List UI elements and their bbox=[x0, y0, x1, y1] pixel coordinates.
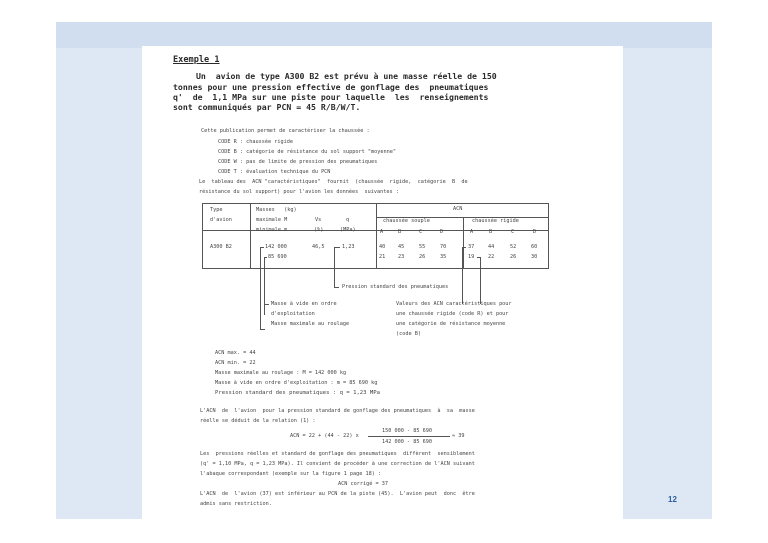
th-souple: chaussée souple bbox=[383, 218, 430, 224]
example-title: Exemple 1 bbox=[173, 55, 220, 65]
th-vs-unit: (%) bbox=[314, 227, 324, 233]
td-souple-min-b: 23 bbox=[398, 254, 405, 260]
td-souple-max-d: 70 bbox=[440, 244, 447, 250]
th-letter-b1: B bbox=[398, 229, 402, 235]
td-souple-min-d: 35 bbox=[440, 254, 447, 260]
value-acn-max: ACN max. = 44 bbox=[215, 350, 256, 356]
th-type-1: Type bbox=[210, 207, 223, 213]
conclusion-line-1: Les pressions réelles et standard de gonflage des pneumatiques diffèrent sensiblement bbox=[200, 451, 475, 457]
td-rigide-min-c: 26 bbox=[510, 254, 517, 260]
td-souple-max-a: 40 bbox=[379, 244, 386, 250]
td-rigide-max-b: 44 bbox=[488, 244, 495, 250]
th-letter-c1: C bbox=[419, 229, 423, 235]
code-t: CODE T : évaluation technique du PCN bbox=[218, 169, 331, 175]
formula-lhs: ACN = 22 + (44 - 22) x bbox=[290, 433, 359, 439]
td-souple-min-a: 21 bbox=[379, 254, 386, 260]
td-mass-max: 142 000 bbox=[265, 244, 287, 250]
relation-line-1: L'ACN de l'avion pour la pression standard de gonflage des pneumatiques à sa masse bbox=[200, 408, 475, 414]
th-acn: ACN bbox=[453, 206, 463, 212]
td-rigide-min-d: 30 bbox=[531, 254, 538, 260]
td-type: A300 B2 bbox=[210, 244, 232, 250]
code-r: CODE R : chaussée rigide bbox=[218, 139, 293, 145]
th-letter-a2: A bbox=[470, 229, 474, 235]
th-mass-max: maximale M bbox=[256, 217, 288, 223]
formula-result: ≈ 39 bbox=[452, 433, 465, 439]
td-souple-max-c: 55 bbox=[419, 244, 426, 250]
conclusion-line-3: l'abaque correspondant (exemple sur la figure 1 page 18) : bbox=[200, 471, 382, 477]
annotation-valeurs-3: une catégorie de résistance moyenne bbox=[396, 321, 506, 327]
td-vs: 46,5 bbox=[312, 244, 325, 250]
td-rigide-max-a: 37 bbox=[468, 244, 475, 250]
code-b: CODE B : catégorie de résistance du sol support "moyenne" bbox=[218, 149, 397, 155]
intro-line-2: tonnes pour une pression effective de gonflage des pneumatiques bbox=[173, 82, 489, 92]
td-souple-max-b: 45 bbox=[398, 244, 405, 250]
acn-corrected: ACN corrigé = 37 bbox=[338, 481, 388, 487]
th-letter-d1: D bbox=[440, 229, 444, 235]
annotation-masse-vide-2: d'exploitation bbox=[271, 311, 315, 317]
code-w: CODE W : pas de limite de pression des pneumatiques bbox=[218, 159, 378, 165]
th-rigide: chaussée rigide bbox=[472, 218, 519, 224]
th-q-unit: (MPa) bbox=[340, 227, 356, 233]
value-pression: Pression standard des pneumatiques : q = 1,23 MPa bbox=[215, 390, 381, 396]
th-masses: Masses (kg) bbox=[256, 207, 297, 213]
td-rigide-min-b: 22 bbox=[488, 254, 495, 260]
annotation-masse-vide-1: Masse à vide en ordre bbox=[271, 301, 337, 307]
formula-denominator: 142 000 - 85 690 bbox=[382, 439, 432, 445]
value-acn-min: ACN min. = 22 bbox=[215, 360, 256, 366]
intro-line-4: sont communiqués par PCN = 45 R/B/W/T. bbox=[173, 102, 361, 112]
conclusion-line-2: (q' = 1,10 MPa, q = 1,23 MPa). Il convient de procéder à une correction de l'ACN suivant bbox=[200, 461, 475, 467]
slide-header-band bbox=[56, 22, 712, 48]
th-letter-c2: C bbox=[511, 229, 515, 235]
publication-lead: Cette publication permet de caractériser la chaussée : bbox=[201, 128, 370, 134]
annotation-valeurs-1: Valeurs des ACN caractéristiques pour bbox=[396, 301, 512, 307]
th-q: q bbox=[346, 217, 350, 223]
relation-line-2: réelle se déduit de la relation (1) : bbox=[200, 418, 316, 424]
final-line-2: admis sans restriction. bbox=[200, 501, 272, 507]
intro-line-3: q' de 1,1 MPa sur une piste pour laquelle les renseignements bbox=[173, 92, 489, 102]
final-line-1: L'ACN de l'avion (37) est inférieur au PCN de la piste (45). L'avion peut donc être bbox=[200, 491, 475, 497]
td-souple-min-c: 26 bbox=[419, 254, 426, 260]
td-q: 1,23 bbox=[342, 244, 355, 250]
td-rigide-min-a: 19 bbox=[468, 254, 475, 260]
th-letter-b2: B bbox=[489, 229, 493, 235]
value-mass-min: Masse à vide en ordre d'exploitation : m = 85 690 kg bbox=[215, 380, 378, 386]
annotation-pression: Pression standard des pneumatiques bbox=[342, 284, 449, 290]
intro-line-1: Un avion de type A300 B2 est prévu à une masse réelle de 150 bbox=[196, 71, 497, 81]
th-letter-a1: A bbox=[380, 229, 384, 235]
td-rigide-max-d: 60 bbox=[531, 244, 538, 250]
td-rigide-max-c: 52 bbox=[510, 244, 517, 250]
annotation-valeurs-4: (code B) bbox=[396, 331, 421, 337]
table-intro-1: Le tableau des ACN "caractéristiques" fournit (chaussée rigide, catégorie B de bbox=[199, 179, 468, 185]
table-intro-2: résistance du sol support) pour l'avion les données suivantes : bbox=[199, 189, 399, 195]
annotation-masse-max: Masse maximale au roulage bbox=[271, 321, 350, 327]
th-type-2: d'avion bbox=[210, 217, 232, 223]
th-mass-min: minimale m bbox=[256, 227, 288, 233]
document-page bbox=[142, 46, 623, 520]
th-letter-d2: D bbox=[533, 229, 537, 235]
annotation-valeurs-2: une chaussée rigide (code R) et pour bbox=[396, 311, 509, 317]
page-number: 12 bbox=[668, 495, 677, 504]
th-vs: Vs bbox=[315, 217, 322, 223]
formula-numerator: 150 000 - 85 690 bbox=[382, 428, 432, 434]
value-mass-max: Masse maximale au roulage : M = 142 000 kg bbox=[215, 370, 347, 376]
td-mass-min: 85 690 bbox=[268, 254, 287, 260]
